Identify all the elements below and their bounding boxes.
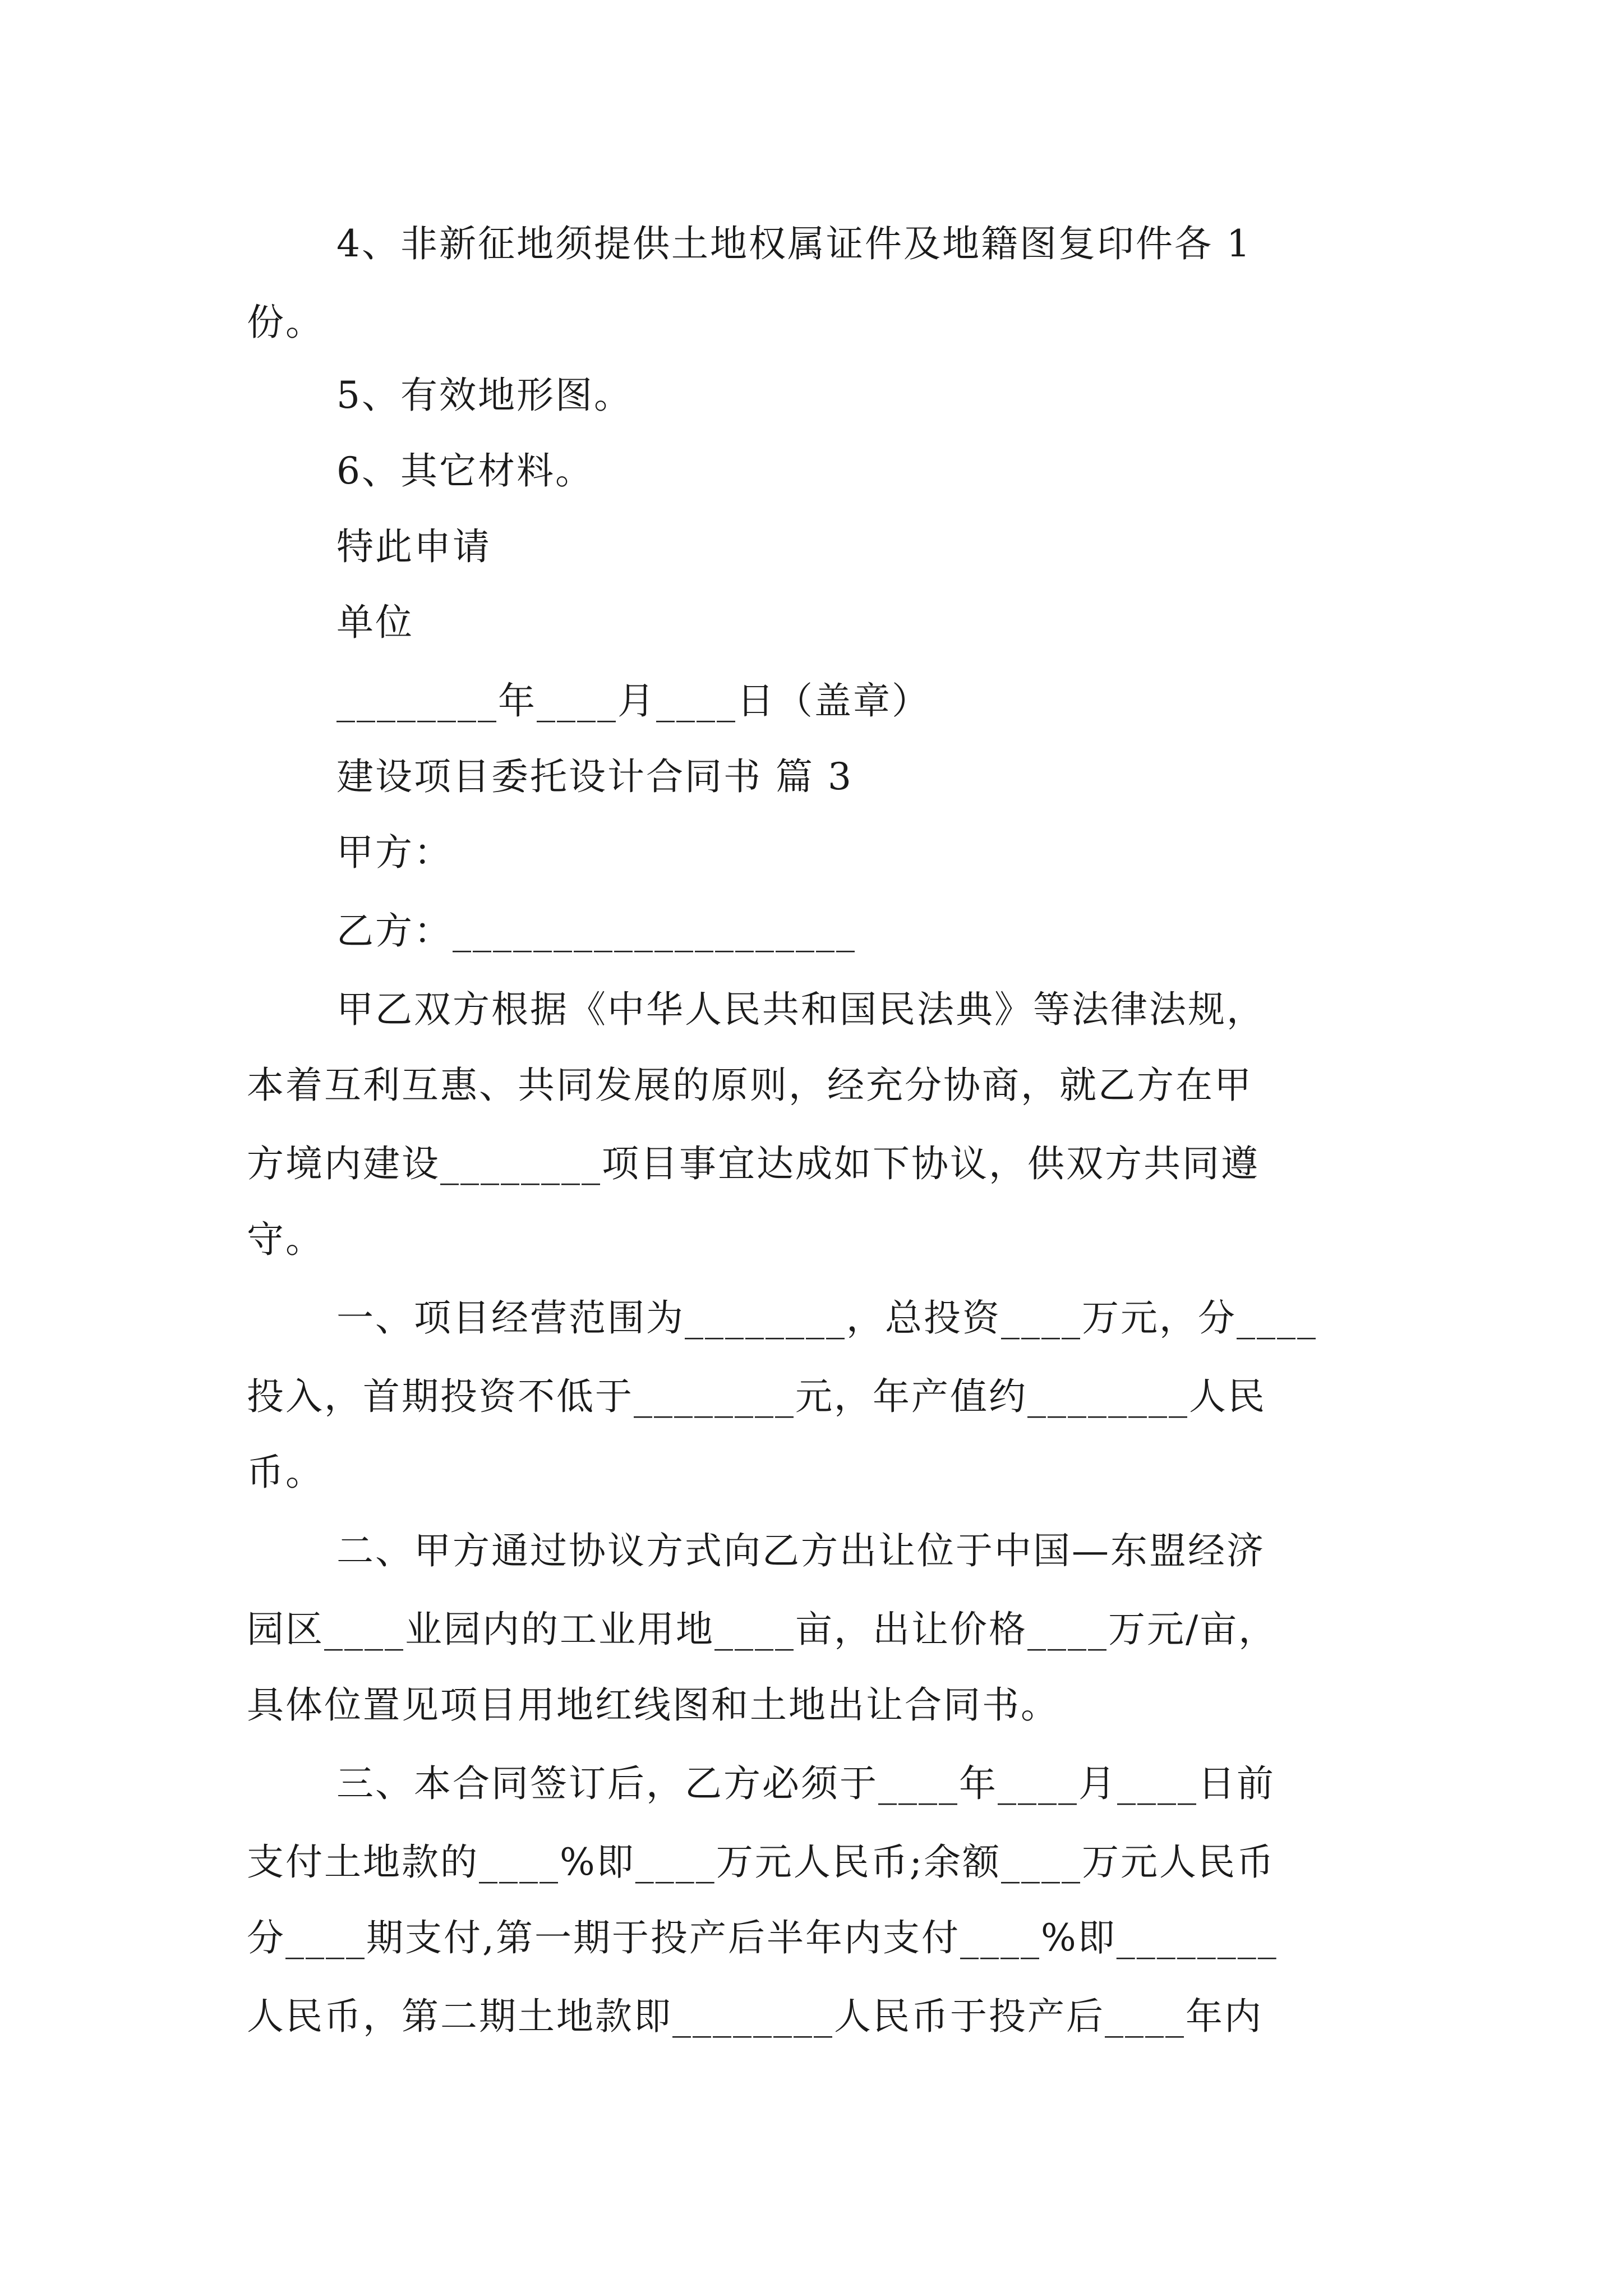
text-line: 具体位置见项目用地红线图和土地出让合同书。 (247, 1683, 1059, 1727)
text-line: 三、本合同签订后，乙方必须于____年____月____日前 (336, 1762, 1275, 1805)
section-heading: 建设项目委托设计合同书 篇 3 (336, 755, 853, 798)
text-line: 支付土地款的____%即____万元人民币;余额____万元人民币 (247, 1841, 1275, 1884)
text-line: 分____期支付,第一期于投产后半年内支付____%即________ (247, 1916, 1278, 1959)
text-line: 5、有效地形图。 (336, 374, 633, 417)
text-line: 本着互利互惠、共同发展的原则，经充分协商，就乙方在甲 (247, 1064, 1253, 1107)
text-line: 特此申请 (336, 525, 491, 568)
text-line: 人民币，第二期土地款即________人民币于投产后____年内 (247, 1995, 1263, 2038)
text-line: 二、甲方通过协议方式向乙方出让位于中国—东盟经济 (336, 1529, 1265, 1572)
text-line: 园区____业园内的工业用地____亩，出让价格____万元/亩， (247, 1608, 1278, 1651)
text-line: 甲乙双方根据《中华人民共和国民法典》等法律法规， (336, 988, 1265, 1031)
text-line: 4、非新征地须提供土地权属证件及地籍图复印件各 1 (336, 222, 1252, 265)
text-line: 一、项目经营范围为________，总投资____万元，分____ (336, 1296, 1317, 1340)
text-line: 守。 (247, 1218, 324, 1261)
text-line: 份。 (247, 301, 324, 344)
text-line: 单位 (336, 601, 414, 644)
party-a-line: 甲方： (336, 831, 453, 874)
date-seal-line: ________年____月____日（盖章） (336, 679, 930, 723)
party-b-line: 乙方：____________________ (336, 909, 856, 953)
text-line: 投入，首期投资不低于________元，年产值约________人民 (247, 1375, 1266, 1418)
text-line: 币。 (247, 1451, 324, 1494)
text-line: 方境内建设________项目事宜达成如下协议，供双方共同遵 (247, 1142, 1260, 1185)
text-line: 6、其它材料。 (336, 449, 594, 493)
